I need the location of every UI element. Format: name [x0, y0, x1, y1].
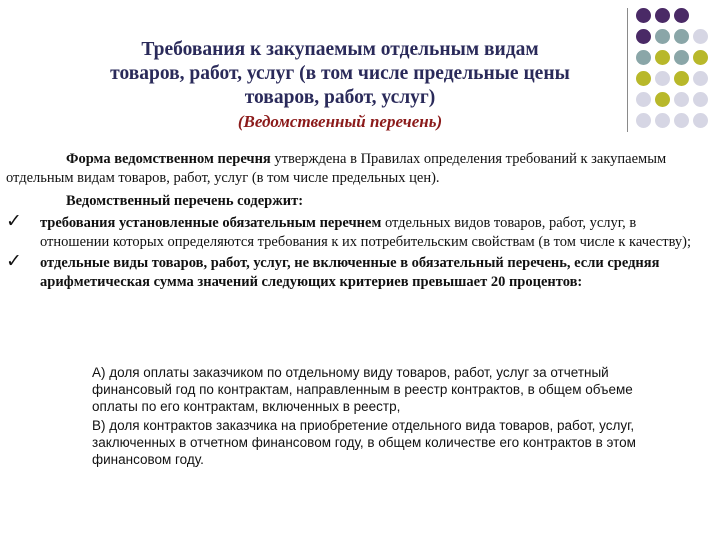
decor-dot	[674, 71, 689, 86]
checkmark-icon: ✓	[6, 210, 22, 232]
decor-divider-line	[627, 8, 628, 132]
decor-dot	[636, 71, 651, 86]
decor-dot	[636, 50, 651, 65]
decor-dot	[674, 29, 689, 44]
list-item	[6, 210, 696, 252]
decor-dot	[655, 92, 670, 107]
page-title	[60, 38, 620, 134]
main-text	[6, 150, 696, 292]
title-subtitle: (Ведомственный перечень)	[237, 112, 443, 131]
paragraph-form-rest: утверждена в Правилах определения требований к закупаемым отдельным видам товаров, работ, услуг (в том числе предельных цен).	[6, 151, 667, 186]
decor-dot	[693, 113, 708, 128]
decor-dot	[636, 8, 651, 23]
item1-bold: требования установленные обязательным перечнем	[40, 215, 382, 231]
decor-dot	[655, 50, 670, 65]
decor-dot	[636, 113, 651, 128]
decor-dot	[693, 50, 708, 65]
criteria-block	[92, 364, 662, 470]
title-line-2: товаров, работ, услуг (в том числе предельные цены	[110, 63, 570, 84]
paragraph-form-bold: Форма ведомственном перечня	[66, 151, 271, 167]
paragraph-contains: Ведомственный перечень содержит:	[66, 193, 304, 209]
criterion-a: А) доля оплаты заказчиком по отдельному виду товаров, работ, услуг за отчетный финансовый год по контрактам, направленным в реестр контрактов, в общем объеме оплаты по его контрактам, включенных в реестр,	[92, 365, 633, 414]
item1-rest: отдельных видов товаров, работ, услуг, в отношении которых определяются требования к их потребительским свойствам (в том числе к качеству);	[40, 215, 692, 250]
decor-dot	[674, 113, 689, 128]
decor-dot	[674, 8, 689, 23]
decor-dot	[655, 8, 670, 23]
decor-dot	[693, 71, 708, 86]
item2-text: отдельные виды товаров, работ, услуг, не включенные в обязательный перечень, если средняя арифметическая сумма значений следующих критериев превышает 20 процентов:	[40, 255, 660, 290]
title-line-1: Требования к закупаемым отдельным видам	[141, 39, 539, 60]
decor-dot	[693, 92, 708, 107]
decor-dot	[674, 50, 689, 65]
paragraph-form	[6, 150, 696, 188]
decor-dot	[636, 29, 651, 44]
decor-dot-grid	[636, 8, 720, 140]
decor-dot	[655, 71, 670, 86]
decor-dot	[655, 29, 670, 44]
checkmark-icon: ✓	[6, 250, 22, 272]
decor-dot	[636, 92, 651, 107]
list-item	[6, 250, 696, 292]
decor-dot	[655, 113, 670, 128]
decor-dot	[674, 92, 689, 107]
title-line-3: товаров, работ, услуг)	[244, 87, 436, 108]
decor-dot	[693, 29, 708, 44]
criterion-b: В) доля контрактов заказчика на приобретение отдельного вида товаров, работ, услуг, заключенных в отчетном финансовом году, в общем количестве его контрактов в этом финансовом году.	[92, 418, 636, 467]
